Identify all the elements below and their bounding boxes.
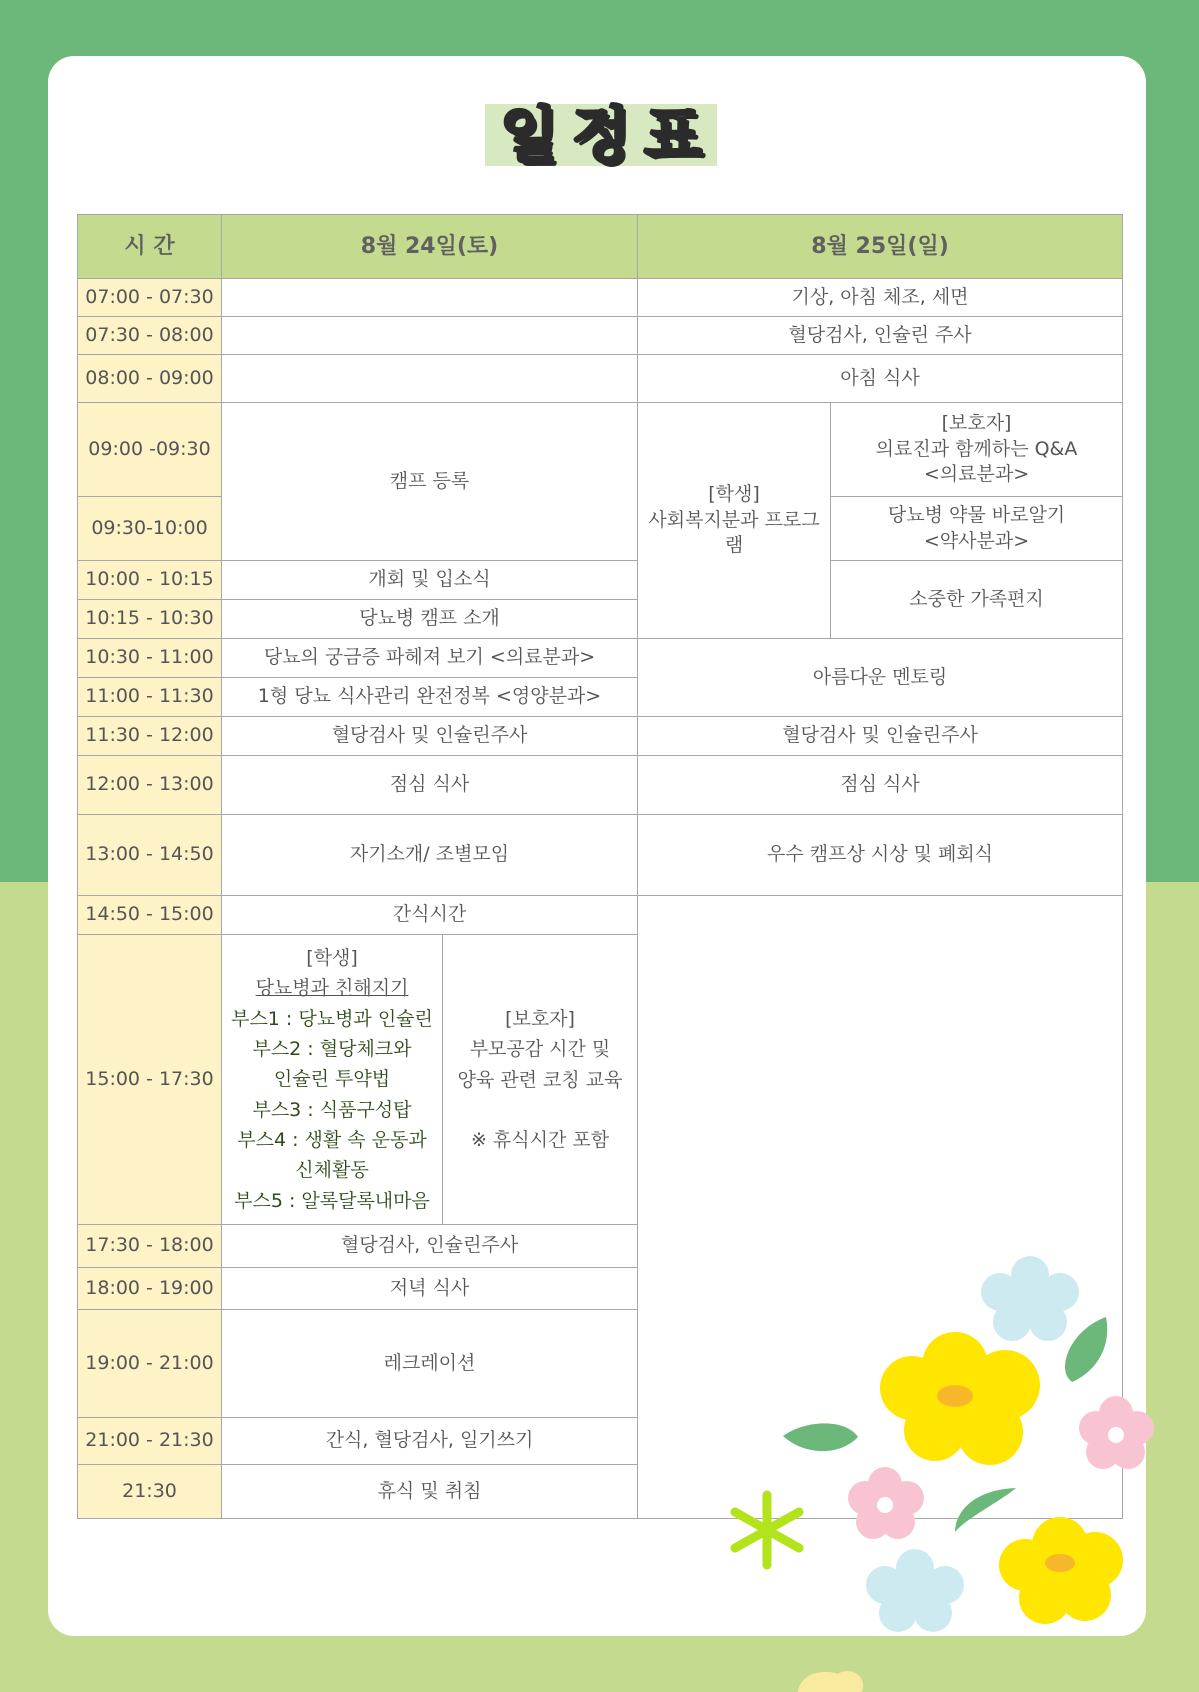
- parent-line: 부모공감 시간 및: [469, 1038, 611, 1061]
- booth-line: 부스3 : 식품구성탑: [252, 1098, 412, 1121]
- time-cell: 17:30 - 18:00: [78, 1225, 222, 1268]
- time-cell: 15:00 - 17:30: [78, 935, 222, 1225]
- booth-line: 인슐린 투약법: [273, 1068, 391, 1091]
- time-cell: 10:30 - 11:00: [78, 639, 222, 678]
- day1-cell: 혈당검사 및 인슐린주사: [222, 717, 638, 756]
- booth-line: 신체활동: [295, 1159, 369, 1182]
- booth-line: 부스1 : 당뇨병과 인슐린: [231, 1007, 433, 1030]
- time-cell: 18:00 - 19:00: [78, 1268, 222, 1310]
- header-day2: 8월 25일(일): [638, 215, 1123, 279]
- leaf-icon: [1065, 1317, 1107, 1382]
- pink-flower-center-icon: [1108, 1427, 1124, 1443]
- time-cell: 11:30 - 12:00: [78, 717, 222, 756]
- day1-cell: 간식시간: [222, 896, 638, 935]
- day2-cell: 기상, 아침 체조, 세면: [638, 279, 1123, 317]
- parent-label: [보호자]: [505, 1007, 575, 1030]
- day2-cell: 소중한 가족편지: [831, 561, 1123, 639]
- yellow-flower-peek-icon: [798, 1671, 863, 1692]
- student-label: [학생]: [708, 483, 760, 506]
- day1-cell: 자기소개/ 조별모임: [222, 815, 638, 896]
- day1-cell: 저녁 식사: [222, 1268, 638, 1310]
- header-time: 시 간: [78, 215, 222, 279]
- time-cell: 11:00 - 11:30: [78, 678, 222, 717]
- time-cell: 07:30 - 08:00: [78, 317, 222, 355]
- day2-cell: 혈당검사, 인슐린 주사: [638, 317, 1123, 355]
- day1-cell: 레크레이션: [222, 1310, 638, 1418]
- flower-center-icon: [937, 1385, 973, 1407]
- day1-cell: 1형 당뇨 식사관리 완전정복 <영양분과>: [222, 678, 638, 717]
- light-blue-flower-icon: [866, 1549, 964, 1632]
- student-program: 사회복지분과 프로그램: [648, 508, 820, 557]
- day1-cell: 점심 식사: [222, 756, 638, 815]
- parent-label: [보호자]: [941, 412, 1012, 435]
- time-cell: 12:00 - 13:00: [78, 756, 222, 815]
- day1-cell: 당뇨의 궁금증 파헤져 보기 <의료분과>: [222, 639, 638, 678]
- header-day1: 8월 24일(토): [222, 215, 638, 279]
- day2-cell: 점심 식사: [638, 756, 1123, 815]
- pink-flower-center-icon: [877, 1497, 893, 1513]
- day1-cell: 당뇨병 캠프 소개: [222, 600, 638, 639]
- time-cell: 14:50 - 15:00: [78, 896, 222, 935]
- parent-line: 양육 관련 코칭 교육: [457, 1068, 623, 1091]
- time-cell: 19:00 - 21:00: [78, 1310, 222, 1418]
- drug-dept: <약사분과>: [923, 529, 1030, 552]
- day2-cell: 아름다운 멘토링: [638, 639, 1123, 717]
- drug-title: 당뇨병 약물 바로알기: [887, 503, 1066, 526]
- day1-cell: 캠프 등록: [222, 403, 638, 561]
- booth-line: 부스4 : 생활 속 운동과: [237, 1129, 427, 1152]
- day1-cell: 혈당검사, 인슐린주사: [222, 1225, 638, 1268]
- day1-cell: 개회 및 입소식: [222, 561, 638, 600]
- time-cell: 21:30: [78, 1465, 222, 1519]
- day2-cell: 우수 캠프상 시상 및 폐회식: [638, 815, 1123, 896]
- day1-cell: 간식, 혈당검사, 일기쓰기: [222, 1418, 638, 1465]
- booth-line: 부스5 : 알록달록내마음: [234, 1189, 430, 1212]
- day2-cell: 아침 식사: [638, 355, 1123, 403]
- time-cell: 09:30-10:00: [78, 497, 222, 561]
- time-cell: 21:00 - 21:30: [78, 1418, 222, 1465]
- leaf-icon: [955, 1488, 1016, 1532]
- time-cell: 07:00 - 07:30: [78, 279, 222, 317]
- booth-student-title: 당뇨병과 친해지기: [255, 977, 409, 1000]
- leaf-icon: [783, 1423, 858, 1451]
- booth-student-label: [학생]: [306, 946, 358, 969]
- day2-cell: 혈당검사 및 인슐린주사: [638, 717, 1123, 756]
- day1-cell: 휴식 및 취침: [222, 1465, 638, 1519]
- time-cell: 13:00 - 14:50: [78, 815, 222, 896]
- flower-center-icon: [1045, 1554, 1075, 1572]
- parent-qa-dept: <의료분과>: [923, 463, 1030, 486]
- parent-qa: 의료진과 함께하는 Q&A: [875, 437, 1078, 460]
- parent-note: ※ 휴식시간 포함: [470, 1128, 610, 1151]
- time-cell: 08:00 - 09:00: [78, 355, 222, 403]
- light-blue-flower-icon: [981, 1256, 1079, 1341]
- time-cell: 09:00 -09:30: [78, 403, 222, 497]
- page-title: 일정표: [500, 101, 716, 171]
- time-cell: 10:00 - 10:15: [78, 561, 222, 600]
- time-cell: 10:15 - 10:30: [78, 600, 222, 639]
- booth-line: 부스2 : 혈당체크와: [252, 1037, 412, 1060]
- lime-flower-icon: [735, 1495, 799, 1565]
